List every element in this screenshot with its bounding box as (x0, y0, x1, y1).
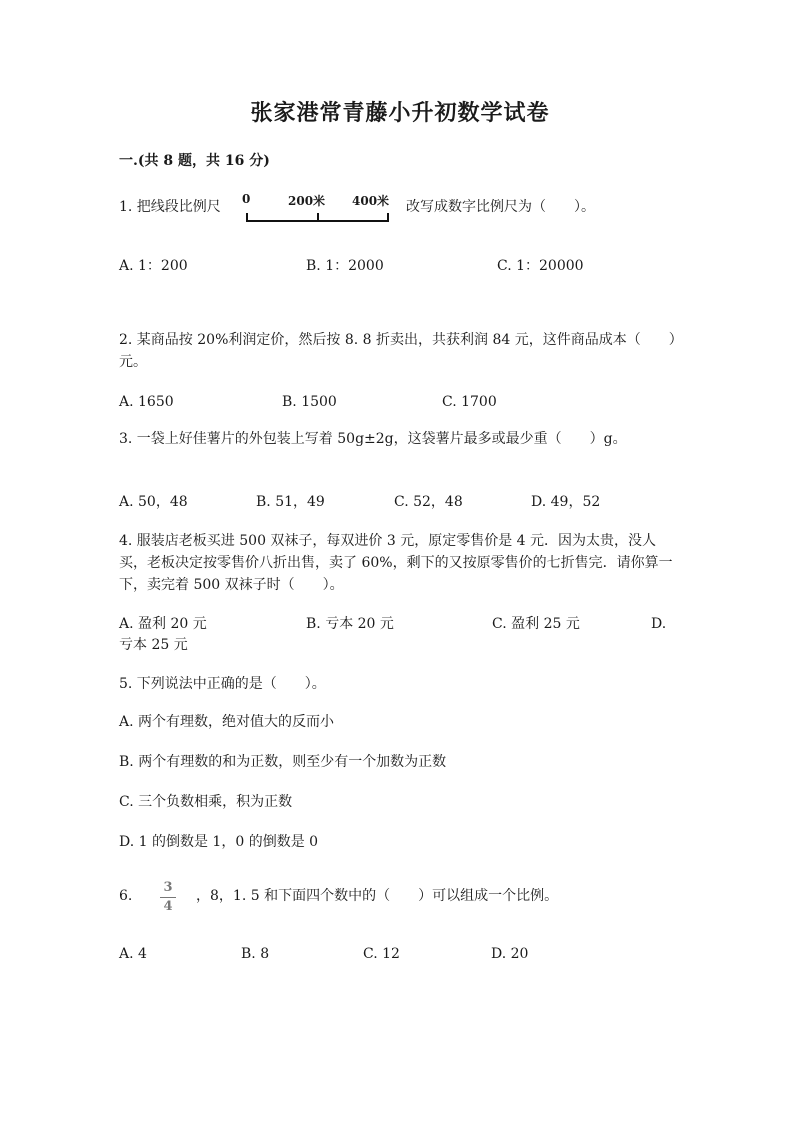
scale-label-0: 0 (242, 192, 251, 206)
option-6c[interactable]: C. 12 (363, 946, 400, 962)
option-5b[interactable]: B. 两个有理数的和为正数，则至少有一个加数为正数 (119, 754, 447, 770)
scale-tick (317, 213, 319, 222)
option-2c[interactable]: C. 1700 (442, 394, 497, 410)
fraction-denominator: 4 (163, 899, 173, 914)
question-1-text-before: 1. 把线段比例尺 (119, 199, 221, 215)
option-6a[interactable]: A. 4 (119, 946, 147, 962)
option-3d[interactable]: D. 49，52 (531, 494, 601, 510)
scale-tick (387, 213, 389, 222)
fraction-bar (160, 897, 176, 898)
option-4d[interactable]: D. (651, 616, 667, 632)
option-3a[interactable]: A. 50，48 (119, 494, 188, 510)
question-4-text: 4. 服装店老板买进 500 双袜子，每双进价 3 元，原定零售价是 4 元．因为太贵，没人买，老板决定按零售价八折出售，卖了 60%，剩下的又按原零售价的七折售完．请你算一下，卖完着 500 双袜子时（ ）。 (119, 533, 673, 593)
question-3-text: 3. 一袋上好佳薯片的外包装上写着 50g±2g，这袋薯片最多或最少重（ ）g。 (119, 431, 627, 447)
scale-bar-figure (240, 192, 400, 232)
option-3b[interactable]: B. 51，49 (256, 494, 325, 510)
option-3c[interactable]: C. 52，48 (394, 494, 463, 510)
question-6-number: 6. (119, 888, 133, 904)
option-4c[interactable]: C. 盈利 25 元 (492, 616, 580, 632)
question-1-text-after: 改写成数字比例尺为（ ）。 (406, 199, 595, 215)
option-4a[interactable]: A. 盈利 20 元 (119, 616, 207, 632)
scale-tick (246, 213, 248, 222)
option-2a[interactable]: A. 1650 (119, 394, 174, 410)
option-1c[interactable]: C. 1：20000 (497, 258, 584, 274)
option-4b[interactable]: B. 亏本 20 元 (306, 616, 394, 632)
fraction-three-quarters (160, 880, 176, 915)
option-6b[interactable]: B. 8 (241, 946, 270, 962)
question-2-text: 2. 某商品按 20%利润定价，然后按 8. 8 折卖出，共获利润 84 元，这件商品成本（ ）元。 (119, 332, 676, 370)
page-title: 张家港常青藤小升初数学试卷 (250, 100, 550, 126)
option-5a[interactable]: A. 两个有理数，绝对值大的反而小 (119, 714, 335, 730)
section-header: 一.(共 8 题，共 16 分) (119, 153, 270, 169)
option-2b[interactable]: B. 1500 (282, 394, 337, 410)
option-1b[interactable]: B. 1：2000 (306, 258, 384, 274)
scale-label-400: 400米 (352, 194, 390, 208)
option-4d-continued[interactable]: 亏本 25 元 (119, 637, 188, 653)
option-6d[interactable]: D. 20 (491, 946, 529, 962)
fraction-numerator: 3 (163, 880, 173, 895)
option-5c[interactable]: C. 三个负数相乘，积为正数 (119, 794, 293, 810)
option-5d[interactable]: D. 1 的倒数是 1，0 的倒数是 0 (119, 834, 319, 850)
option-1a[interactable]: A. 1：200 (119, 258, 188, 274)
scale-label-200: 200米 (288, 194, 326, 208)
question-6-text: ，8，1. 5 和下面四个数中的（ ）可以组成一个比例。 (196, 888, 559, 904)
question-5-text: 5. 下列说法中正确的是（ ）。 (119, 676, 326, 692)
